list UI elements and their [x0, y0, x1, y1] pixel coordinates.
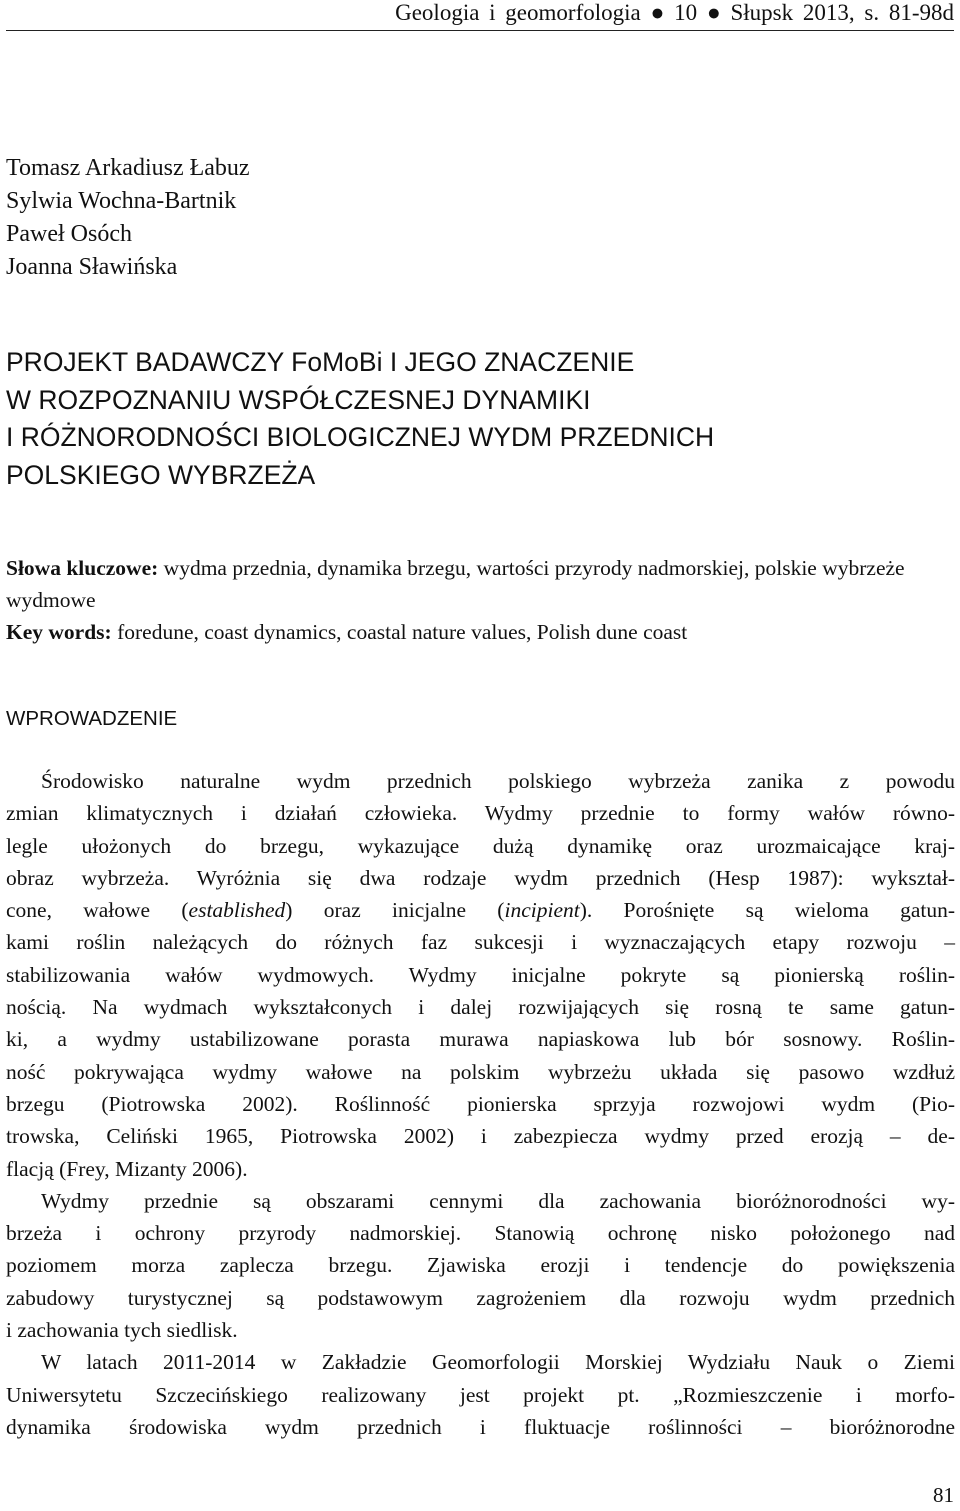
keywords-polish-text: wydma przednia, dynamika brzegu, wartości przyrody nadmorskiej, polskie wybrzeże wydmowe — [6, 556, 905, 612]
title-line: W ROZPOZNANIU WSPÓŁCZESNEJ DYNAMIKI — [6, 384, 591, 415]
body-line: i zachowania tych siedlisk. — [6, 1318, 238, 1343]
body-line: cone, wałowe (established) oraz inicjalne (incipient). Porośnięte są wieloma gatun- — [6, 898, 956, 923]
body-line: obraz wybrzeża. Wyróżnia się dwa rodzaje wydm przednich (Hesp 1987): wykształ- — [6, 865, 955, 890]
keywords-polish — [6, 552, 956, 616]
keywords-polish-label: Słowa kluczowe: — [6, 556, 159, 580]
keywords-block — [6, 552, 956, 648]
article-title — [6, 344, 714, 494]
body-line: kami roślin należących do różnych faz sukcesji i wyznaczających etapy rozwoju – — [6, 930, 955, 955]
keywords-english-label: Key words: — [6, 620, 112, 644]
section-heading: WPROWADZENIE — [6, 707, 178, 730]
title-line: PROJEKT BADAWCZY FoMoBi I JEGO ZNACZENIE — [6, 347, 635, 377]
running-head-text: Geologia i geomorfologia ● 10 ● Słupsk 2013, s. 81-98d — [395, 0, 954, 25]
body-line: poziomem morza zaplecza brzegu. Zjawiska erozji i tendencje do powiększenia — [6, 1253, 955, 1278]
author-list — [6, 152, 250, 284]
running-head — [6, 0, 954, 31]
title-line: POLSKIEGO WYBRZEŻA — [6, 459, 316, 490]
body-line: nością. Na wydmach wykształconych i dalej rozwijających się rosną te same gatun- — [6, 995, 955, 1020]
body-line: ność pokrywająca wydmy wałowe na polskim wybrzeżu układa się pasowo wzdłuż — [6, 1059, 955, 1084]
keywords-english — [6, 616, 956, 648]
body-line: W latach 2011-2014 w Zakładzie Geomorfologii Morskiej Wydziału Nauk o Ziemi — [41, 1350, 955, 1375]
body-line: trowska, Celiński 1965, Piotrowska 2002) i zabezpiecza wydmy przed erozją – de- — [6, 1124, 955, 1149]
page-number: 81 — [933, 1483, 954, 1507]
body-line: brzeża i ochrony przyrody nadmorskiej. Stanowią ochronę nisko położonego nad — [6, 1221, 955, 1246]
body-line: Środowisko naturalne wydm przednich polskiego wybrzeża zanika z powodu — [41, 769, 955, 793]
author-name: Paweł Osóch — [6, 221, 132, 247]
body-line: brzegu (Piotrowska 2002). Roślinność pionierska sprzyja rozwojowi wydm (Pio- — [6, 1091, 955, 1116]
body-line: zabudowy turystycznej są podstawowym zagrożeniem dla rozwoju wydm przednich — [6, 1285, 955, 1310]
body-line: zmian klimatycznych i działań człowieka. Wydmy przednie to formy wałów równo- — [6, 801, 955, 826]
author-name: Joanna Sławińska — [6, 254, 178, 280]
body-line: legle ułożonych do brzegu, wykazujące dużą dynamikę oraz urozmaicające kraj- — [6, 833, 955, 858]
author-name: Sylwia Wochna-Bartnik — [6, 188, 237, 214]
author-name: Tomasz Arkadiusz Łabuz — [6, 155, 250, 181]
body-text — [6, 765, 955, 1443]
body-line: stabilizowania wałów wydmowych. Wydmy inicjalne pokryte są pionierską roślin- — [6, 962, 955, 987]
body-line: Uniwersytetu Szczecińskiego realizowany jest projekt pt. „Rozmieszczenie i morfo- — [6, 1382, 955, 1407]
keywords-english-text: foredune, coast dynamics, coastal nature values, Polish dune coast — [111, 620, 688, 644]
body-line: ki, a wydmy ustabilizowane porasta murawa napiaskowa lub bór sosnowy. Roślin- — [6, 1027, 955, 1052]
body-line: Wydmy przednie są obszarami cennymi dla zachowania bioróżnorodności wy- — [41, 1188, 955, 1213]
title-line: I RÓŻNORODNOŚCI BIOLOGICZNEJ WYDM PRZEDNICH — [6, 422, 715, 452]
body-line: flacją (Frey, Mizanty 2006). — [6, 1156, 248, 1181]
body-line: dynamika środowiska wydm przednich i fluktuacje roślinności – bioróżnorodne — [6, 1414, 955, 1439]
